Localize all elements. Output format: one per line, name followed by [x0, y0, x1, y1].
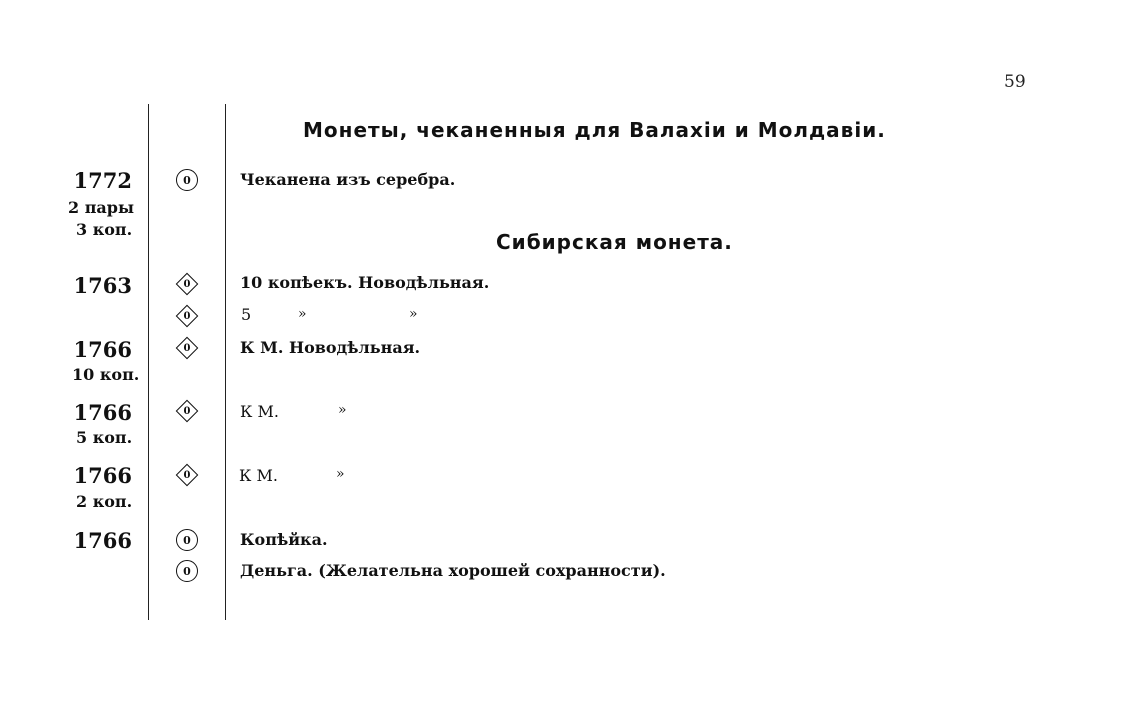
denomination-label: 2 коп. — [76, 492, 133, 511]
denomination-label: 10 коп. — [72, 365, 140, 384]
ditto-mark: » — [336, 466, 345, 482]
ditto-mark: » — [298, 306, 307, 322]
diamond-mark-icon: 0 — [177, 401, 197, 421]
year-label: 1772 — [73, 168, 132, 193]
coin-description: Деньга. (Желательна хорошей сохранности). — [240, 561, 666, 580]
coin-description: К М. — [240, 402, 279, 421]
section-heading-siberian: Сибирская монета. — [496, 230, 733, 254]
coin-description: Копѣйка. — [240, 530, 328, 549]
coin-description: К М. Новодѣльная. — [240, 338, 421, 357]
year-label: 1766 — [73, 528, 132, 553]
circle-mark-icon: 0 — [176, 169, 198, 191]
column-divider-left — [148, 104, 149, 620]
year-label: 1766 — [73, 400, 132, 425]
diamond-mark-icon: 0 — [177, 338, 197, 358]
coin-description: 5 — [241, 305, 252, 324]
ditto-mark: » — [409, 306, 418, 322]
denomination-label: 3 коп. — [76, 220, 133, 239]
year-label: 1766 — [73, 337, 132, 362]
page-number: 59 — [1004, 72, 1026, 92]
column-divider-right — [225, 104, 226, 620]
year-label: 1763 — [73, 273, 132, 298]
diamond-mark-icon: 0 — [177, 306, 197, 326]
coin-description: К М. — [239, 466, 278, 485]
denomination-label: 5 коп. — [76, 428, 133, 447]
circle-mark-icon: 0 — [176, 560, 198, 582]
coin-description: 10 копѣекъ. Новодѣльная. — [240, 273, 490, 292]
diamond-mark-icon: 0 — [177, 465, 197, 485]
denomination-label: 2 пары — [68, 198, 135, 217]
diamond-mark-icon: 0 — [177, 274, 197, 294]
circle-mark-icon: 0 — [176, 529, 198, 551]
year-label: 1766 — [73, 463, 132, 488]
ditto-mark: » — [338, 402, 347, 418]
coin-description: Чеканена изъ серебра. — [240, 170, 456, 189]
section-heading-wallachia: Монеты, чеканенныя для Валахіи и Молдавіи. — [303, 118, 886, 142]
